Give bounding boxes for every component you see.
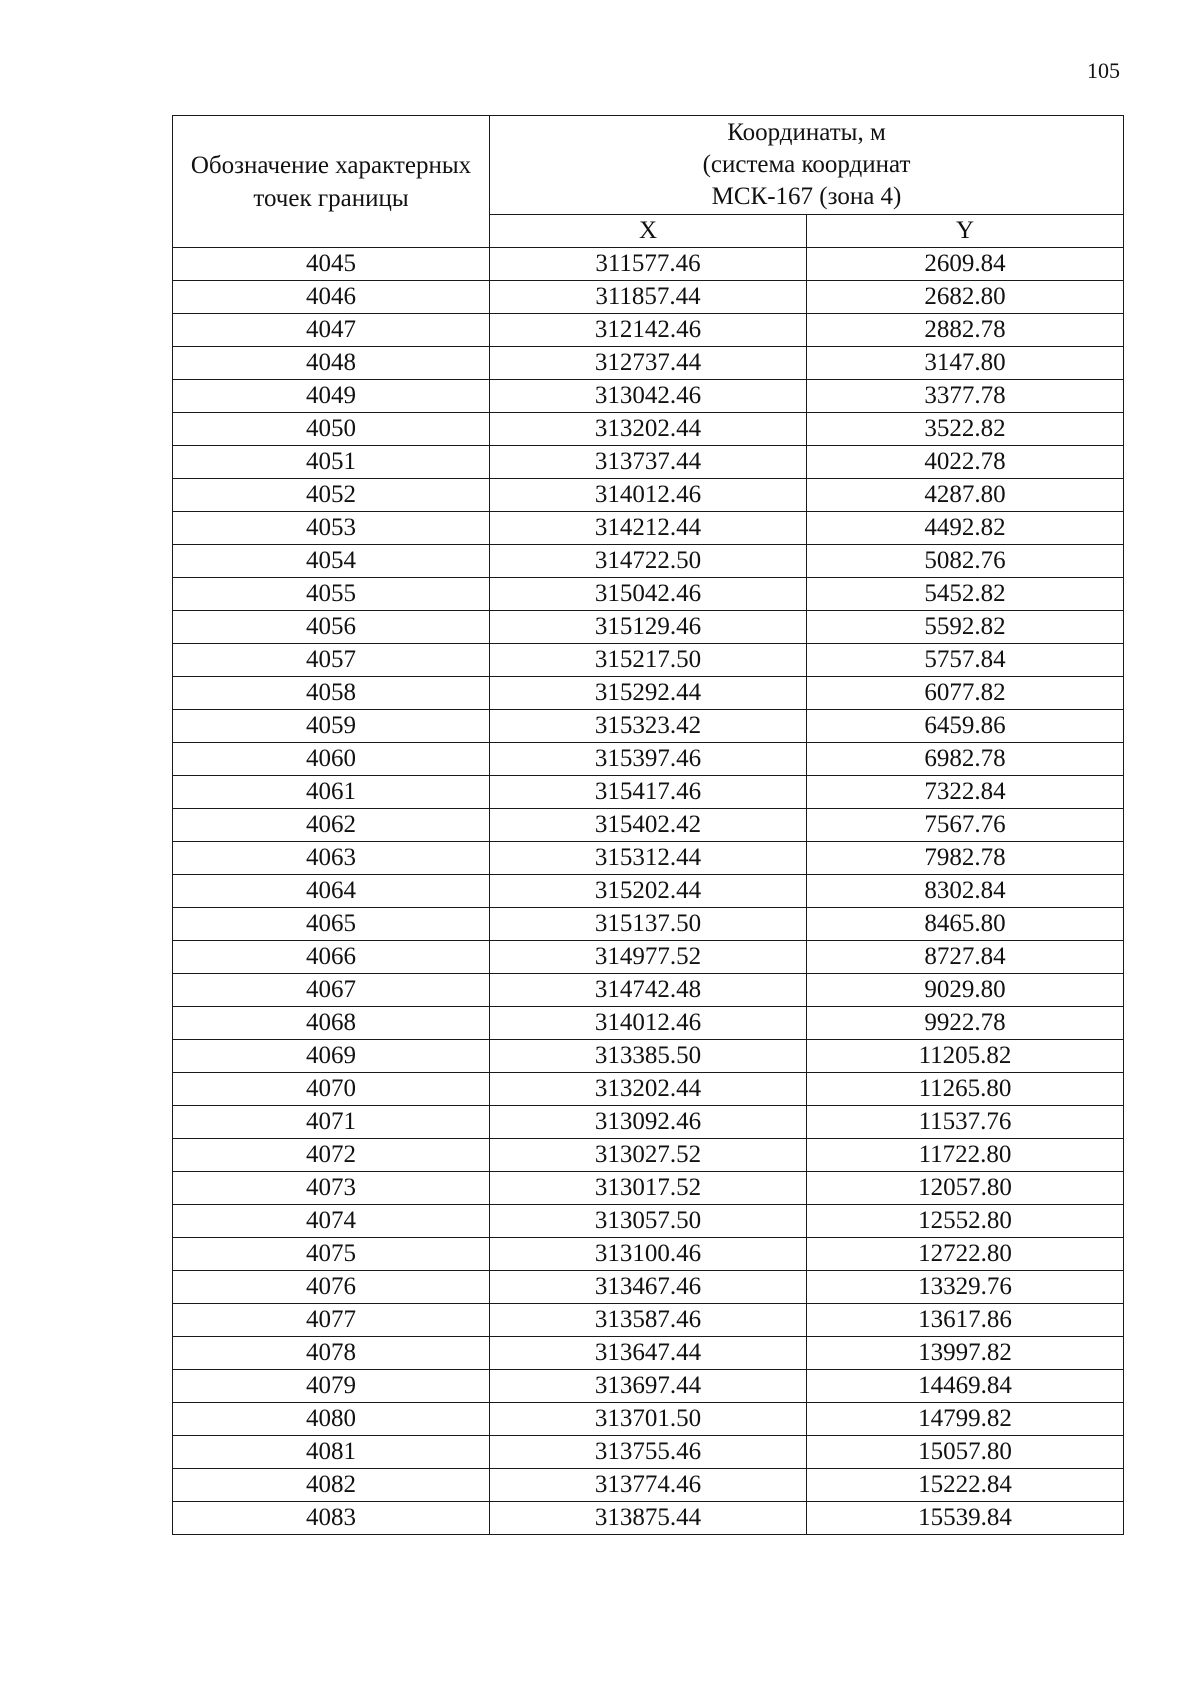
point-id-cell: 4067: [173, 974, 490, 1007]
x-coordinate-cell: 313875.44: [490, 1502, 807, 1535]
point-id-cell: 4056: [173, 611, 490, 644]
point-id-cell: 4077: [173, 1304, 490, 1337]
y-coordinate-cell: 12722.80: [807, 1238, 1124, 1271]
y-coordinate-cell: 15222.84: [807, 1469, 1124, 1502]
point-id-cell: 4083: [173, 1502, 490, 1535]
y-coordinate-cell: 14469.84: [807, 1370, 1124, 1403]
table-body: [173, 248, 1124, 1535]
x-coordinate-cell: 313017.52: [490, 1172, 807, 1205]
y-coordinate-cell: 5082.76: [807, 545, 1124, 578]
point-id-cell: 4061: [173, 776, 490, 809]
table-row: [173, 1073, 1124, 1106]
y-coordinate-cell: 11205.82: [807, 1040, 1124, 1073]
x-coordinate-cell: 315217.50: [490, 644, 807, 677]
table-row: [173, 314, 1124, 347]
x-coordinate-cell: 313647.44: [490, 1337, 807, 1370]
y-coordinate-cell: 13329.76: [807, 1271, 1124, 1304]
x-coordinate-cell: 314742.48: [490, 974, 807, 1007]
table-row: [173, 1106, 1124, 1139]
table-row: [173, 1040, 1124, 1073]
table-row: [173, 710, 1124, 743]
table-row: [173, 512, 1124, 545]
point-id-cell: 4068: [173, 1007, 490, 1040]
y-coordinate-cell: 11537.76: [807, 1106, 1124, 1139]
x-coordinate-cell: 314012.46: [490, 1007, 807, 1040]
y-coordinate-cell: 2682.80: [807, 281, 1124, 314]
point-id-cell: 4057: [173, 644, 490, 677]
table-row: [173, 1139, 1124, 1172]
point-id-cell: 4066: [173, 941, 490, 974]
table-row: [173, 908, 1124, 941]
point-id-cell: 4045: [173, 248, 490, 281]
point-id-cell: 4051: [173, 446, 490, 479]
table-row: [173, 1238, 1124, 1271]
x-coordinate-cell: 314977.52: [490, 941, 807, 974]
point-id-cell: 4064: [173, 875, 490, 908]
x-coordinate-cell: 311857.44: [490, 281, 807, 314]
point-id-cell: 4070: [173, 1073, 490, 1106]
x-coordinate-cell: 312142.46: [490, 314, 807, 347]
point-id-cell: 4053: [173, 512, 490, 545]
x-coordinate-cell: 313202.44: [490, 413, 807, 446]
x-coordinate-cell: 311577.46: [490, 248, 807, 281]
point-id-cell: 4074: [173, 1205, 490, 1238]
y-coordinate-cell: 5592.82: [807, 611, 1124, 644]
x-coordinate-cell: 313092.46: [490, 1106, 807, 1139]
y-coordinate-cell: 5757.84: [807, 644, 1124, 677]
y-coordinate-cell: 12552.80: [807, 1205, 1124, 1238]
point-id-cell: 4055: [173, 578, 490, 611]
x-coordinate-cell: 313100.46: [490, 1238, 807, 1271]
header-coordinates-line2: (система координат: [702, 151, 911, 178]
point-id-cell: 4080: [173, 1403, 490, 1436]
point-id-cell: 4062: [173, 809, 490, 842]
x-coordinate-cell: 315137.50: [490, 908, 807, 941]
point-id-cell: 4058: [173, 677, 490, 710]
point-id-cell: 4052: [173, 479, 490, 512]
table-row: [173, 380, 1124, 413]
x-coordinate-cell: 313385.50: [490, 1040, 807, 1073]
x-coordinate-cell: 313697.44: [490, 1370, 807, 1403]
y-coordinate-cell: 15057.80: [807, 1436, 1124, 1469]
table-row: [173, 1337, 1124, 1370]
y-coordinate-cell: 6982.78: [807, 743, 1124, 776]
point-id-cell: 4071: [173, 1106, 490, 1139]
x-coordinate-cell: 315202.44: [490, 875, 807, 908]
point-id-cell: 4046: [173, 281, 490, 314]
point-id-cell: 4076: [173, 1271, 490, 1304]
y-coordinate-cell: 3522.82: [807, 413, 1124, 446]
x-coordinate-cell: 315402.42: [490, 809, 807, 842]
table-row: [173, 974, 1124, 1007]
y-coordinate-cell: 11265.80: [807, 1073, 1124, 1106]
table-row: [173, 479, 1124, 512]
x-coordinate-cell: 315312.44: [490, 842, 807, 875]
table-row: [173, 1205, 1124, 1238]
table-row: [173, 281, 1124, 314]
y-coordinate-cell: 3377.78: [807, 380, 1124, 413]
table-row: [173, 248, 1124, 281]
x-coordinate-cell: 313027.52: [490, 1139, 807, 1172]
y-coordinate-cell: 8302.84: [807, 875, 1124, 908]
table-row: [173, 1271, 1124, 1304]
header-x: X: [490, 215, 807, 248]
table-row: [173, 941, 1124, 974]
y-coordinate-cell: 13617.86: [807, 1304, 1124, 1337]
y-coordinate-cell: 6459.86: [807, 710, 1124, 743]
point-id-cell: 4075: [173, 1238, 490, 1271]
x-coordinate-cell: 313202.44: [490, 1073, 807, 1106]
y-coordinate-cell: 7322.84: [807, 776, 1124, 809]
point-id-cell: 4082: [173, 1469, 490, 1502]
point-id-cell: 4049: [173, 380, 490, 413]
header-y: Y: [807, 215, 1124, 248]
table-row: [173, 677, 1124, 710]
x-coordinate-cell: 315397.46: [490, 743, 807, 776]
y-coordinate-cell: 6077.82: [807, 677, 1124, 710]
y-coordinate-cell: 3147.80: [807, 347, 1124, 380]
table-row: [173, 1469, 1124, 1502]
y-coordinate-cell: 4022.78: [807, 446, 1124, 479]
x-coordinate-cell: 314012.46: [490, 479, 807, 512]
header-coordinates-line1: Координаты, м: [727, 119, 886, 146]
point-id-cell: 4079: [173, 1370, 490, 1403]
x-coordinate-cell: 314722.50: [490, 545, 807, 578]
point-id-cell: 4065: [173, 908, 490, 941]
point-id-cell: 4069: [173, 1040, 490, 1073]
point-id-cell: 4063: [173, 842, 490, 875]
x-coordinate-cell: 313057.50: [490, 1205, 807, 1238]
x-coordinate-cell: 313737.44: [490, 446, 807, 479]
table-row: [173, 1436, 1124, 1469]
table-row: [173, 1007, 1124, 1040]
table-row: [173, 1304, 1124, 1337]
x-coordinate-cell: 314212.44: [490, 512, 807, 545]
table-row: [173, 1370, 1124, 1403]
y-coordinate-cell: 15539.84: [807, 1502, 1124, 1535]
table-row: [173, 545, 1124, 578]
point-id-cell: 4048: [173, 347, 490, 380]
table-row: [173, 347, 1124, 380]
y-coordinate-cell: 2882.78: [807, 314, 1124, 347]
table-row: [173, 842, 1124, 875]
x-coordinate-cell: 315417.46: [490, 776, 807, 809]
y-coordinate-cell: 7982.78: [807, 842, 1124, 875]
table-header: [173, 116, 1124, 248]
point-id-cell: 4047: [173, 314, 490, 347]
x-coordinate-cell: 315292.44: [490, 677, 807, 710]
coordinates-table: [172, 115, 1124, 1535]
x-coordinate-cell: 313042.46: [490, 380, 807, 413]
x-coordinate-cell: 313587.46: [490, 1304, 807, 1337]
point-id-cell: 4054: [173, 545, 490, 578]
table-row: [173, 611, 1124, 644]
table-row: [173, 743, 1124, 776]
y-coordinate-cell: 11722.80: [807, 1139, 1124, 1172]
x-coordinate-cell: 313755.46: [490, 1436, 807, 1469]
y-coordinate-cell: 4287.80: [807, 479, 1124, 512]
header-coordinates-line3: МСК-167 (зона 4): [711, 183, 902, 210]
table-row: [173, 1403, 1124, 1436]
point-id-cell: 4078: [173, 1337, 490, 1370]
x-coordinate-cell: 313467.46: [490, 1271, 807, 1304]
page-number: 105: [1087, 58, 1120, 83]
point-id-cell: 4072: [173, 1139, 490, 1172]
x-coordinate-cell: 315129.46: [490, 611, 807, 644]
y-coordinate-cell: 8727.84: [807, 941, 1124, 974]
y-coordinate-cell: 12057.80: [807, 1172, 1124, 1205]
y-coordinate-cell: 8465.80: [807, 908, 1124, 941]
table-row: [173, 776, 1124, 809]
x-coordinate-cell: 315042.46: [490, 578, 807, 611]
table-row: [173, 578, 1124, 611]
y-coordinate-cell: 5452.82: [807, 578, 1124, 611]
y-coordinate-cell: 13997.82: [807, 1337, 1124, 1370]
y-coordinate-cell: 2609.84: [807, 248, 1124, 281]
point-id-cell: 4059: [173, 710, 490, 743]
header-points: Обозначение характерных точек границы: [173, 116, 490, 248]
y-coordinate-cell: 9029.80: [807, 974, 1124, 1007]
point-id-cell: 4081: [173, 1436, 490, 1469]
table-row: [173, 446, 1124, 479]
point-id-cell: 4050: [173, 413, 490, 446]
point-id-cell: 4073: [173, 1172, 490, 1205]
y-coordinate-cell: 7567.76: [807, 809, 1124, 842]
y-coordinate-cell: 14799.82: [807, 1403, 1124, 1436]
table-row: [173, 875, 1124, 908]
table-row: [173, 413, 1124, 446]
x-coordinate-cell: 315323.42: [490, 710, 807, 743]
y-coordinate-cell: 4492.82: [807, 512, 1124, 545]
header-coordinates: [490, 116, 1124, 215]
table-row: [173, 1502, 1124, 1535]
x-coordinate-cell: 313774.46: [490, 1469, 807, 1502]
x-coordinate-cell: 312737.44: [490, 347, 807, 380]
x-coordinate-cell: 313701.50: [490, 1403, 807, 1436]
table-row: [173, 809, 1124, 842]
point-id-cell: 4060: [173, 743, 490, 776]
table-row: [173, 644, 1124, 677]
y-coordinate-cell: 9922.78: [807, 1007, 1124, 1040]
table-row: [173, 1172, 1124, 1205]
